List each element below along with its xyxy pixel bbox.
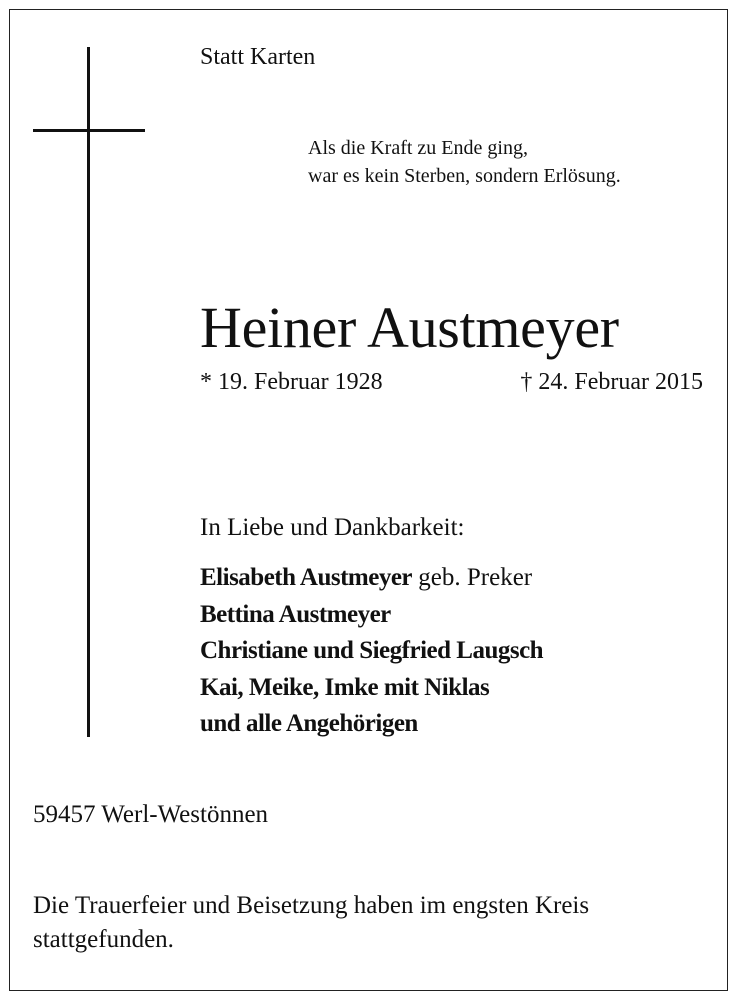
mourner-name: Bettina Austmeyer (200, 600, 391, 628)
motto-quote (308, 134, 621, 190)
mourner-name: und alle Angehörigen (200, 710, 418, 737)
statt-karten-heading: Statt Karten (200, 44, 316, 70)
cross-icon-horizontal-bar (33, 129, 145, 132)
birth-date: * 19. Februar 1928 (200, 369, 383, 395)
deceased-name: Heiner Austmeyer (200, 295, 619, 360)
mourners-list (200, 560, 543, 743)
mourner-line (200, 670, 543, 707)
mourner-line (200, 706, 543, 743)
mourner-line (200, 597, 543, 634)
motto-line-1: Als die Kraft zu Ende ging, (308, 137, 528, 159)
death-date: † 24. Februar 2015 (520, 369, 703, 395)
motto-line-2: war es kein Sterben, sondern Erlösung. (308, 165, 621, 187)
address: 59457 Werl-Westönnen (33, 801, 269, 828)
mourner-name: Elisabeth Austmeyer (200, 564, 413, 591)
funeral-notice-line-1: Die Trauerfeier und Beisetzung haben im engsten Kreis (33, 892, 590, 919)
mourner-line (200, 633, 543, 670)
mourner-name: Kai, Meike, Imke mit Niklas (200, 673, 490, 701)
mourners-intro: In Liebe und Dankbarkeit: (200, 514, 465, 541)
cross-icon-vertical-bar (87, 47, 90, 737)
mourner-suffix: geb. Preker (412, 564, 533, 591)
funeral-notice-line-2: stattgefunden. (33, 926, 174, 953)
mourner-name: Christiane und Siegfried Laugsch (200, 637, 544, 664)
mourner-line (200, 560, 543, 597)
funeral-notice (33, 889, 723, 957)
